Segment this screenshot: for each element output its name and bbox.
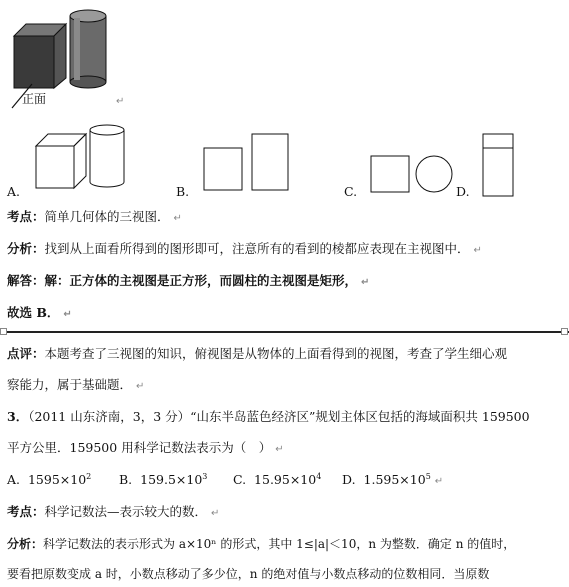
q2-kaodian-label: 考点： — [7, 209, 45, 224]
q3-option-c-mantissa: 15.95×10 — [254, 472, 317, 487]
q3-option-b — [119, 472, 207, 488]
q3-option-d — [342, 472, 443, 490]
option-a-figure — [34, 122, 134, 192]
q3-option-a-mantissa: 1595×10 — [27, 472, 87, 487]
return-mark: ↵ — [116, 96, 125, 107]
q2-jieda-text: 解：正方体的主视图是正方形，而圆柱的主视图是矩形， — [44, 273, 358, 288]
q2-dianping-text1: 本题考查了三视图的知识，俯视图是从物体的上面看得到的视图，考查了学生细心观 — [44, 346, 508, 361]
q3-kaodian-label: 考点： — [7, 504, 45, 519]
option-a-letter: A. — [7, 184, 21, 199]
q3-fenxi-line2 — [7, 566, 489, 582]
table-corner-marker — [0, 328, 7, 335]
q3-option-b-mantissa: 159.5×10 — [140, 472, 203, 487]
section-divider — [0, 331, 569, 333]
q2-guxuan-text: 故选 B． — [7, 305, 60, 320]
q2-dianping-line1 — [7, 346, 507, 362]
option-d-figure — [480, 130, 520, 198]
q3-stem-line2 — [7, 440, 284, 458]
q2-dianping-text2: 察能力，属于基础题． — [7, 377, 133, 392]
q2-dianping-label: 点评： — [7, 346, 45, 361]
front-label: 正面 — [22, 92, 47, 106]
option-c-letter: C. — [344, 184, 358, 199]
q3-option-c-letter: C. — [233, 472, 247, 487]
option-b-letter: B. — [176, 184, 190, 199]
q3-option-a-exp: 2 — [86, 472, 92, 481]
return-mark: ↵ — [211, 508, 220, 519]
cylinder-shape — [70, 10, 106, 88]
q3-fenxi-label: 分析： — [7, 537, 44, 551]
return-mark: ↵ — [275, 444, 284, 455]
q3-stem-text1: （2011 山东济南，3，3 分）“山东半岛蓝色经济区”规划主体区包括的海域面积共 159500 — [28, 409, 530, 424]
q2-jieda-label: 解答： — [7, 273, 45, 288]
q3-option-a — [7, 472, 91, 488]
q2-dianping-line2 — [7, 377, 144, 395]
q3-option-b-letter: B. — [119, 472, 133, 487]
q3-option-d-exp: 5 — [425, 472, 431, 481]
table-corner-marker — [561, 328, 568, 335]
q2-kaodian-text: 简单几何体的三视图． — [44, 209, 170, 224]
q3-option-b-exp: 3 — [202, 472, 208, 481]
q3-fenxi-text2: 要看把原数变成 a 时，小数点移动了多少位，n 的绝对值与小数点移动的位数相同．当原数 — [7, 567, 490, 581]
option-c-figure — [368, 152, 458, 196]
return-mark: ↵ — [473, 245, 482, 256]
q3-option-d-mantissa: 1.595×10 — [363, 472, 426, 487]
return-mark: ↵ — [173, 213, 182, 224]
q3-kaodian-text: 科学记数法—表示较大的数． — [44, 504, 208, 519]
q2-fenxi-text: 找到从上面看所得到的图形即可，注意所有的看到的棱都应表现在主视图中． — [44, 241, 470, 256]
option-d-letter: D. — [456, 184, 470, 199]
q3-option-c-exp: 4 — [316, 472, 322, 481]
q2-fenxi-line — [7, 241, 482, 259]
q2-jieda-line — [7, 273, 369, 291]
q3-option-a-letter: A. — [7, 472, 21, 487]
return-mark: ↵ — [361, 277, 370, 288]
q3-option-d-letter: D. — [342, 472, 356, 487]
q3-number: 3． — [7, 409, 29, 424]
cube-shape — [14, 24, 66, 88]
q2-kaodian-line — [7, 209, 182, 227]
q3-fenxi-line1 — [7, 536, 515, 552]
q3-stem-text2: 平方公里．159500 用科学记数法表示为（ ） — [7, 440, 272, 455]
return-mark: ↵ — [63, 309, 72, 320]
return-mark: ↵ — [434, 476, 444, 487]
q2-guxuan-line — [7, 305, 72, 323]
q3-fenxi-text1: 科学记数法的表示形式为 a×10ⁿ 的形式，其中 1≤|a|＜10，n 为整数．确定 n 的值时， — [43, 537, 516, 551]
q2-fenxi-label: 分析： — [7, 241, 45, 256]
option-b-figure — [200, 132, 295, 194]
q3-stem-line1 — [7, 409, 530, 425]
return-mark: ↵ — [136, 381, 145, 392]
q3-option-c — [233, 472, 321, 488]
q3-kaodian-line — [7, 504, 219, 522]
